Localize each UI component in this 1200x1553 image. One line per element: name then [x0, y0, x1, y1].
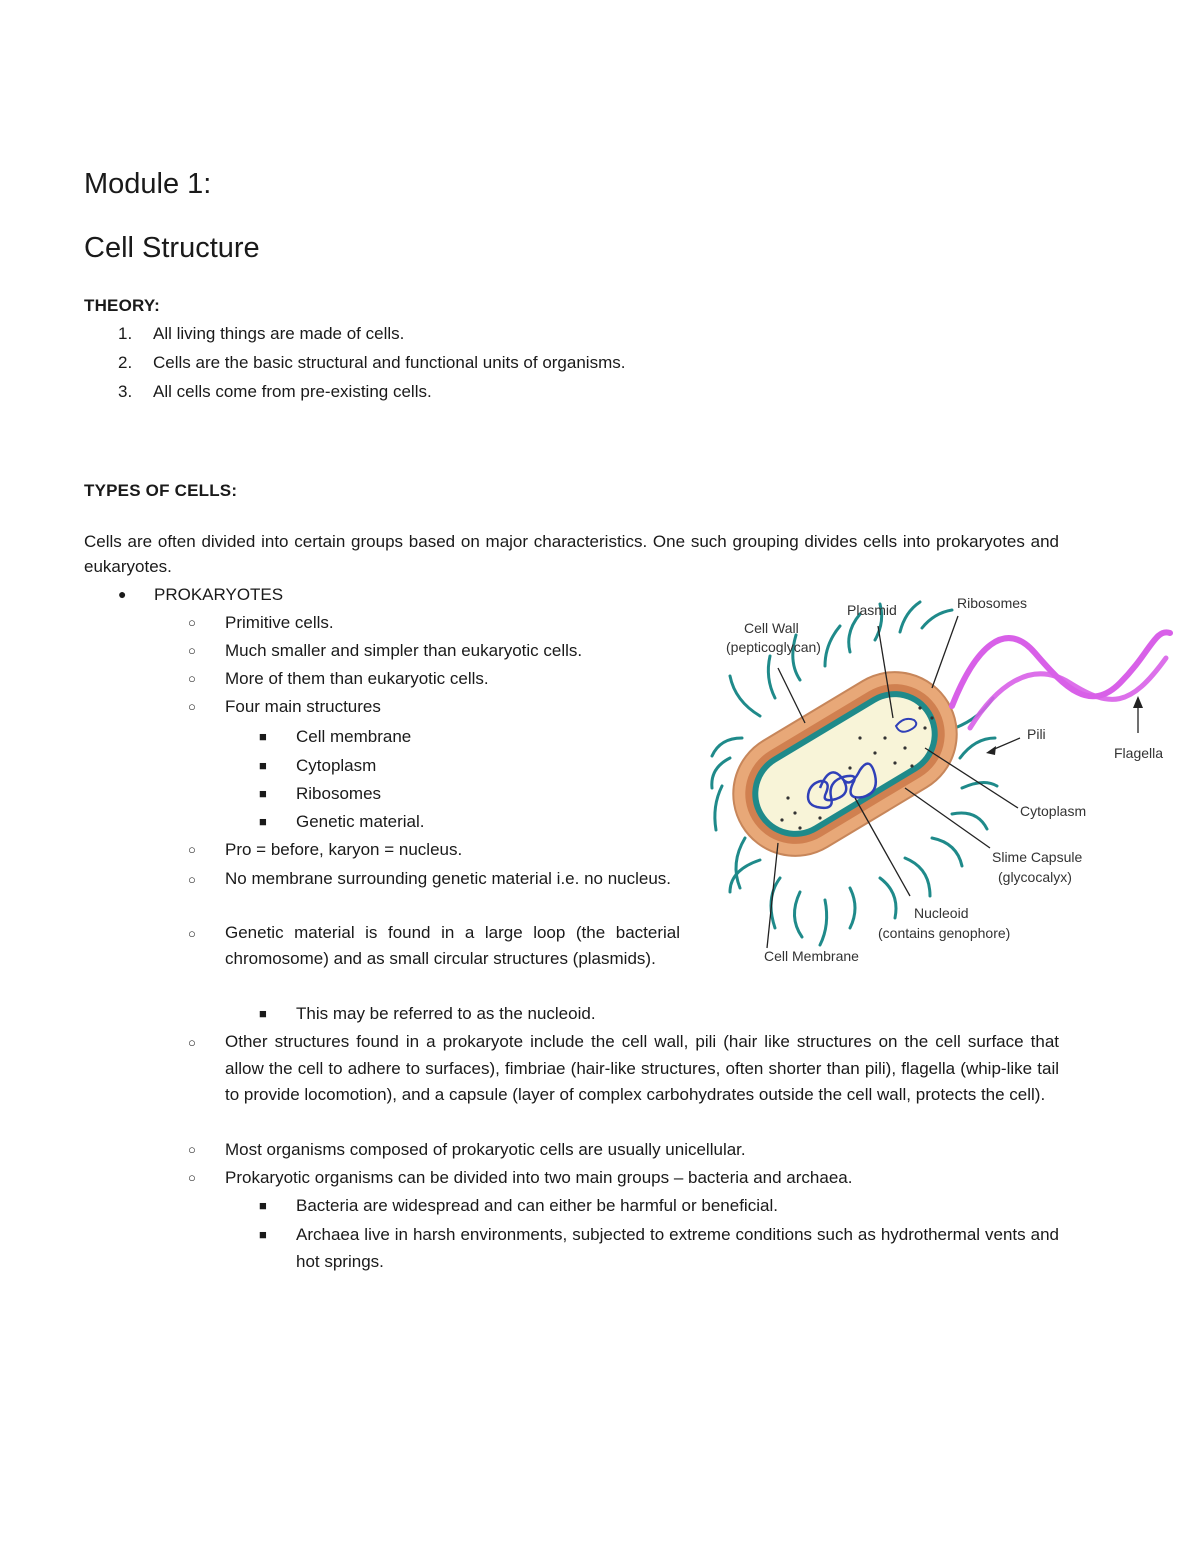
list-number: 1.	[118, 324, 133, 343]
types-intro: Cells are often divided into certain groups based on major characteristics. One such grouping divides cells into prokaryotes and eukaryotes.	[84, 532, 1059, 576]
circle-marker: ○	[188, 1142, 196, 1157]
list-item	[188, 665, 489, 692]
list-text: Much smaller and simpler than eukaryotic cells.	[225, 641, 583, 660]
list-item	[188, 1029, 1059, 1109]
label-cell-wall: Cell Wall	[744, 620, 799, 636]
label-nucleoid: Nucleoid	[914, 905, 969, 921]
list-text: Cytoplasm	[296, 756, 377, 775]
circle-marker: ○	[188, 1035, 196, 1050]
list-text: No membrane surrounding genetic material i.e. no nucleus.	[225, 869, 672, 888]
list-text: Primitive cells.	[225, 613, 334, 632]
module-title: Module 1:	[84, 168, 212, 200]
prokaryotes-label: PROKARYOTES	[154, 585, 284, 604]
cell-body	[710, 649, 980, 879]
label-cytoplasm: Cytoplasm	[1020, 803, 1087, 819]
circle-marker: ○	[188, 926, 196, 941]
list-item	[84, 322, 625, 351]
circle-marker: ○	[188, 872, 196, 887]
label-nucleoid-sub: (contains genophore)	[878, 925, 1011, 941]
square-marker: ■	[259, 1198, 267, 1213]
list-text: Cells are the basic structural and functional units of organisms.	[153, 353, 626, 372]
list-item	[84, 380, 625, 409]
list-text: Prokaryotic organisms can be divided into two main groups – bacteria and archaea.	[225, 1168, 853, 1187]
topic-title: Cell Structure	[84, 232, 260, 264]
label-flagella: Flagella	[1114, 745, 1164, 761]
theory-list	[84, 322, 625, 409]
list-item	[188, 1164, 853, 1191]
list-text: Archaea live in harsh environments, subjected to extreme conditions such as hydrothermal vents and hot springs.	[296, 1225, 1059, 1271]
list-text: Genetic material is found in a large loop (the bacterial chromosome) and as small circular structures (plasmids).	[225, 923, 680, 968]
square-marker: ■	[259, 1227, 267, 1242]
circle-marker: ○	[188, 671, 196, 686]
list-text: Ribosomes	[296, 784, 382, 803]
list-text: Four main structures	[225, 697, 381, 716]
list-item	[259, 1221, 1059, 1275]
circle-marker: ○	[188, 842, 196, 857]
label-slime-capsule-sub: (glycocalyx)	[998, 869, 1072, 885]
label-slime-capsule: Slime Capsule	[992, 849, 1083, 865]
list-text: All living things are made of cells.	[153, 324, 405, 343]
list-number: 2.	[118, 353, 133, 372]
label-cell-membrane: Cell Membrane	[764, 948, 859, 964]
list-item	[259, 1192, 778, 1219]
list-text: Cell membrane	[296, 727, 412, 746]
prokaryote-cell-diagram	[700, 588, 1180, 980]
list-text: All cells come from pre-existing cells.	[153, 382, 432, 401]
circle-marker: ○	[188, 615, 196, 630]
list-item	[188, 1136, 746, 1163]
list-item	[259, 1000, 596, 1027]
label-cell-wall-sub: (pepticoglycan)	[726, 639, 821, 655]
list-text: Pro = before, karyon = nucleus.	[225, 840, 463, 859]
list-item	[84, 351, 625, 380]
list-item	[259, 752, 377, 779]
square-marker: ■	[259, 1006, 267, 1021]
list-text: Bacteria are widespread and can either be harmful or beneficial.	[296, 1196, 778, 1215]
circle-marker: ○	[188, 699, 196, 714]
list-item	[259, 808, 425, 835]
list-text: This may be referred to as the nucleoid.	[296, 1004, 596, 1023]
square-marker: ■	[259, 814, 267, 829]
circle-marker: ○	[188, 1170, 196, 1185]
list-item	[188, 637, 583, 664]
circle-marker: ○	[188, 643, 196, 658]
list-item	[259, 780, 382, 807]
list-number: 3.	[118, 382, 133, 401]
label-plasmid: Plasmid	[847, 602, 897, 618]
list-item	[259, 723, 412, 750]
bullet-marker: ●	[118, 586, 127, 602]
list-item	[188, 693, 381, 720]
prokaryotes-item	[118, 581, 284, 608]
list-text: Most organisms composed of prokaryotic cells are usually unicellular.	[225, 1140, 746, 1159]
list-item	[188, 866, 680, 891]
square-marker: ■	[259, 786, 267, 801]
label-pili: Pili	[1027, 726, 1046, 742]
square-marker: ■	[259, 758, 267, 773]
list-text: More of them than eukaryotic cells.	[225, 669, 489, 688]
types-heading: TYPES OF CELLS:	[84, 481, 238, 500]
flagellum	[952, 632, 1170, 706]
list-text: Genetic material.	[296, 812, 425, 831]
list-text: Other structures found in a prokaryote include the cell wall, pili (hair like structures on the cell surface that allow the cell to adhere to surfaces), fimbriae (hair-like structures, often shorter than pili), flagella (whip-like tail to provide locomotion), and a capsule (layer of complex carbohydrates outside the cell wall, protects the cell).	[225, 1032, 1059, 1104]
list-item	[188, 836, 463, 863]
square-marker: ■	[259, 729, 267, 744]
list-item	[188, 609, 334, 636]
label-ribosomes: Ribosomes	[957, 595, 1028, 611]
theory-heading: THEORY:	[84, 296, 161, 315]
list-item	[188, 920, 680, 972]
